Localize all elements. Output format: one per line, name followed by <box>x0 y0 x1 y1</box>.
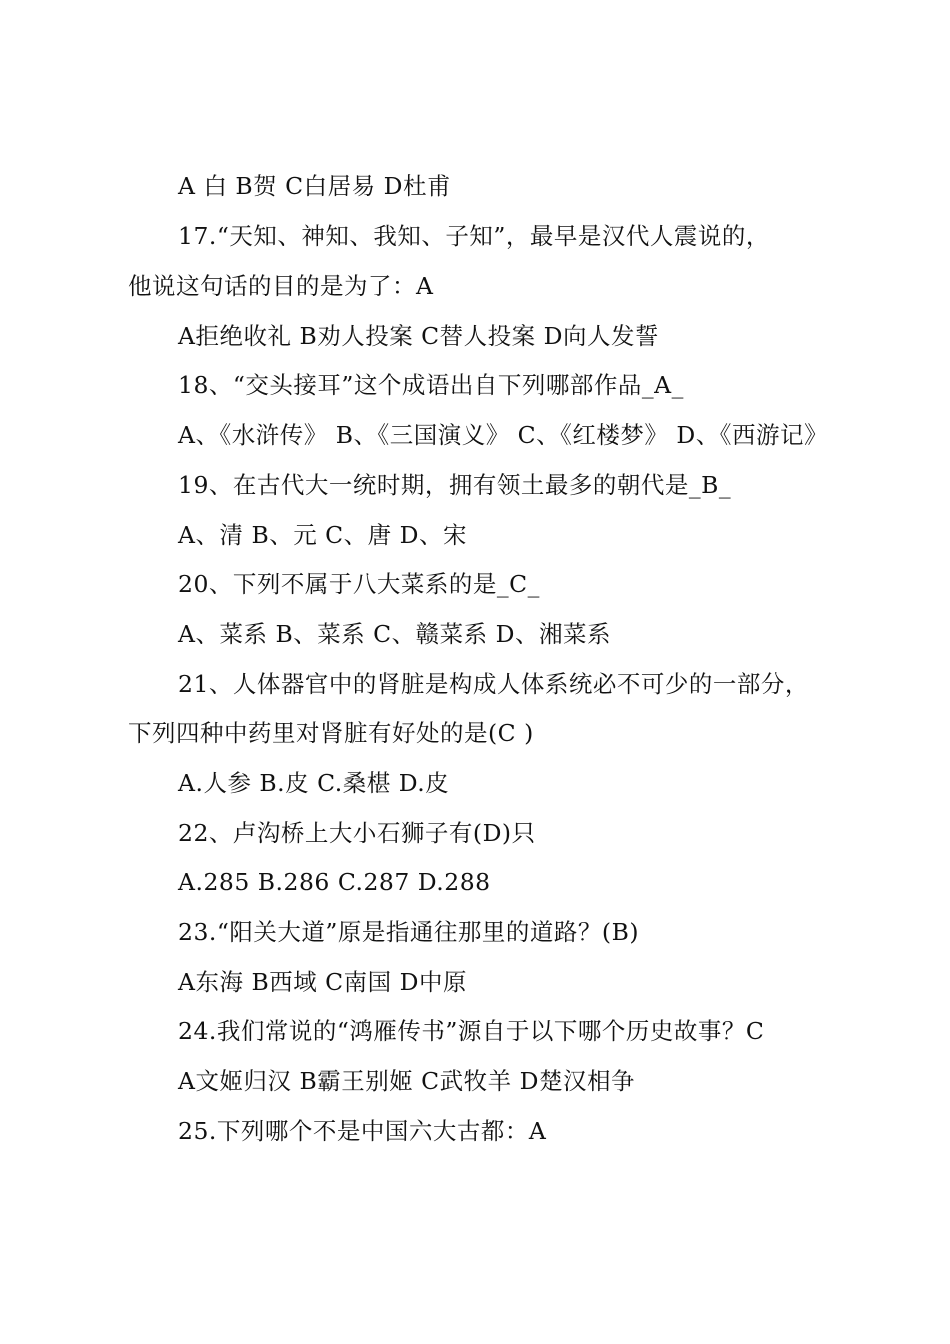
question-23: 23.“阳关大道”原是指通往那里的道路？(B) <box>178 918 640 946</box>
question-21-continued: 下列四种中药里对肾脏有好处的是(C ) <box>128 719 534 747</box>
answer-options-18: A、《水浒传》 B、《三国演义》 C、《红楼梦》 D、《西游记》 <box>178 421 828 449</box>
answer-options-20: A、菜系 B、菜系 C、赣菜系 D、湘菜系 <box>178 620 611 648</box>
answer-options-19: A、清 B、元 C、唐 D、宋 <box>178 521 467 549</box>
answer-options-22: A.285 B.286 C.287 D.288 <box>178 868 491 896</box>
question-24: 24.我们常说的“鸿雁传书”源自于以下哪个历史故事？C <box>178 1017 765 1045</box>
question-17-continued: 他说这句话的目的是为了：A <box>128 272 434 300</box>
question-21: 21、人体器官中的肾脏是构成人体系统必不可少的一部分， <box>178 670 809 698</box>
question-22: 22、卢沟桥上大小石狮子有(D)只 <box>178 819 536 847</box>
answer-options-16: A 白 B贺 C白居易 D杜甫 <box>178 172 451 200</box>
answer-options-17: A拒绝收礼 B劝人投案 C替人投案 D向人发誓 <box>178 322 659 350</box>
question-18: 18、“交头接耳”这个成语出自下列哪部作品_A_ <box>178 371 684 399</box>
question-25: 25.下列哪个不是中国六大古都：A <box>178 1117 547 1145</box>
question-20: 20、下列不属于八大菜系的是_C_ <box>178 570 540 598</box>
answer-options-23: A东海 B西域 C南国 D中原 <box>178 968 467 996</box>
question-17: 17.“天知、神知、我知、子知”，最早是汉代人震说的， <box>178 222 770 250</box>
answer-options-21: A.人参 B.皮 C.桑椹 D.皮 <box>178 769 450 797</box>
answer-options-24: A文姬归汉 B霸王别姬 C武牧羊 D楚汉相争 <box>178 1067 635 1095</box>
question-19: 19、在古代大一统时期，拥有领土最多的朝代是_B_ <box>178 471 732 499</box>
